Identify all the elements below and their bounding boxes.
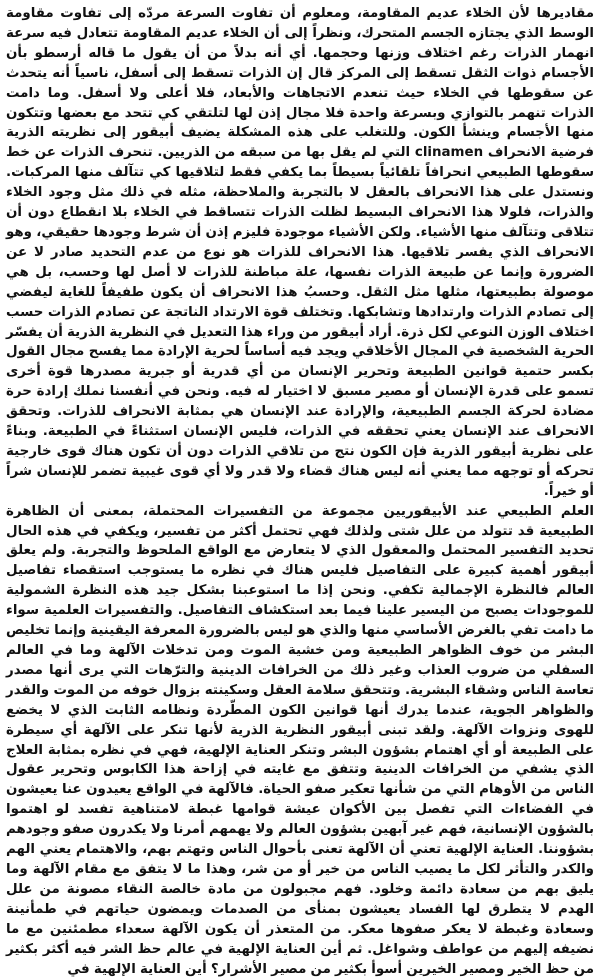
paragraph-atomic-deviation: مقاديرها لأن الخلاء عديم المقاومة، ومعلوم أن تفاوت السرعة مردّه إلى تفاوت مقاومة الوسط الذي يجتازه الجسم المتحرك، ونظراً إلى أن الخلاء عديم المقاومة تتعادل فيه سرعة انهمار الذرات رغم اختلاف وزنها وحجمها. أي أنه بدلاً من أن يقول ما قاله أرسطو بأن الأجسام ذوات الثقل تسقط إلى المركز قال إن الذرات تسقط إلى أسفل، ناسياً أنه يتحدث عن سقوطها في الخلاء حيث تنعدم الاتجاهات والأبعاد، فلا أعلى ولا أسفل. وما دامت الذرات تنهمر بالتوازي وبسرعة واحدة فلا مجال إذن لها لتلتقي كي تتحد مع بعضها وتتكون منها الأجسام وينشأ الكون. وللتغلب على هذه المشكلة يضيف أبيقور إلى نظريته الذرية فرضية الانحراف clinamen التي لم يقل بها من سبقه من الذريين. تنحرف الذرات عن خط سقوطها الطبيعي انحرافاً تلقائياً بسيطاً بما يكفي فقط لتلاقيها كي تتآلف منها المركبات. ونستدل على هذا الانحراف بالعقل لا بالتجربة والملاحظة، مثله في ذلك مثل وجود الخلاء والذرات، فلولا هذا الانحراف البسيط لظلت الذرات تتساقط في الخلاء بلا انقطاع دون أن تتلاقى وتتآلف منها الأشياء. ولكن الأشياء موجودة فليزم إذن أن شرط وجودها حقيقي، وهو الانحراف الذي يفسر تلاقيها. هذا الانحراف للذرات هو نوع من عدم التحديد صادر لا عن الضرورة وإنما عن طبيعة الذرات نفسها، علة مباطنة للذرات لا أصل لها وحسب، بل هي موصولة بطبيعتها، مثلها مثل الثقل. وحسبُ هذا الانحراف أن يكون طفيفاً للغاية ليفضي إلى تصادم الذرات وارتدادها وتشابكها. وتختلف قوة الارتداد الناتجة عن تصادم الذرات حسب اختلاف الوزن النوعي لكل ذرة. أراد أبيقور من وراء هذا التعديل في النظرية الذرية أن يفسّر الحرية الشخصية في المجال الأخلاقي ويجد فيه أساساً لحرية الإرادة مما يفسح مجال القول بكسر حتمية قوانين الطبيعة وتحرير الإنسان من أي قدرية أو جبرية مصدرها قوة أخرى تسمو على قدرة الإنسان أو مصير مسبق لا اختيار له فيه. ونحن في أنفسنا نملك إرادة حرة مضادة لحركة الجسم الطبيعية، والإرادة عند الإنسان هي بمثابة الانحراف للذرات. وتحقق الانحراف عند الإنسان يعني تحققه في الذرات، فليس الإنسان استثناءً في الطبيعة. وبناءً على نظرية أبيقور الذرية فإن الكون نتج من تلاقي الذرات دون أن تكون هناك قوى خارجية تحركه أو توجهه مما يعني أنه ليس هناك قضاء ولا قدر ولا أي قوى غيبية تضمر للإنسان شراً أو خيراً. — [6, 6, 594, 499]
paragraph-natural-science: العلم الطبيعي عند الأبيقوريين مجموعة من التفسيرات المحتملة، بمعنى أن الظاهرة الطبيعية قد تتولد من علل شتى ولذلك فهي تحتمل أكثر من تفسير، ويكفي في هذه الحال تحديد التفسير المحتمل والمعقول الذي لا يتعارض مع الواقع الملحوظ والتجربة. ولم يعلق أبيقور أهمية كبيرة على التفاصيل فليس هناك في نظره ما يستوجب استقصاء تفاصيل العالم فالنظرة الإجمالية تكفي. ونحن إذا ما استوعبنا بشكل جيد هذه النظرة الشمولية للموجودات يصبح من اليسير علينا فيما بعد استكشاف التفاصيل. والتفسيرات العلمية سواء ما دامت تفي بالغرض الأساسي منها والذي هو ليس بالضرورة المعرفة اليقينية وإنما تخليص البشر من خوف الظواهر الطبيعية ومن خشية الموت ومن تدخلات الآلهة وما في العالم السفلي من ضروب العذاب وغير ذلك من الخرافات الدينية والترّهات التي يرى أنها مصدر تعاسة الناس وشقاء البشرية. وتتحقق سلامة العقل وسكينته بزوال خوفه من الموت والقدر والظواهر الجوية، عندما يدرك أنها قوانين الكون المطّردة ونظامه الثابت الذي لا يخضع للهوى ونزوات الآلهة. ولقد تبنى أبيقور النظرية الذرية لأنها تنكر على الآلهة أي سيطرة على الطبيعة أو أي اهتمام بشؤون البشر وتنكر العناية الإلهية، فهي في نظره بمثابة العلاج الذي يشفي من الخرافات الدينية وتتفق مع غايته في إزاحة هذا الكابوس وتحرير عقول الناس من الأوهام التي من شأنها تعكير صفو الحياة. فالآلهة في الواقع يعيدون عنا يعيشون في الفضاءات التي تفصل بين الأكوان عيشة قوامها غبطة لامتناهية تفسد لو اهتموا بالشؤون الإنسانية، فهم غير آبهين بشؤون العالم ولا يهمهم أمرنا ولا يكدرون صفو وجودهم بشؤوننا. العناية الإلهية تعني أن الآلهة تعنى بأحوال الناس وتهتم بهم، والاهتمام يعني الهم والكدر والتأثر لكل ما يصيب الناس من خير أو من شر، وهذا ما لا يتفق مع مقام الآلهة وما يليق بهم من سعادة دائمة وخلود. فهم مجبولون من مادة خالصة النقاء مصونة من علل الهدم لا يتطرق لها الفساد يعيشون بمنأى من الصدمات ويمضون حياتهم في طمأنينة وسعادة وغبطة لا يعكر صفوها معكر. من المتعذر أن يكون الآلهة سعداء مطمئنين مع ما نضيفه إليهم من عواطف وشواغل. ثم أين العناية الإلهية في عالم حظ الشر فيه أكثر بكثير من حظ الخير ومصير الخيرين أسوأ بكثير من مصير الأشرار؟ أين العناية الإلهية في — [6, 503, 594, 977]
